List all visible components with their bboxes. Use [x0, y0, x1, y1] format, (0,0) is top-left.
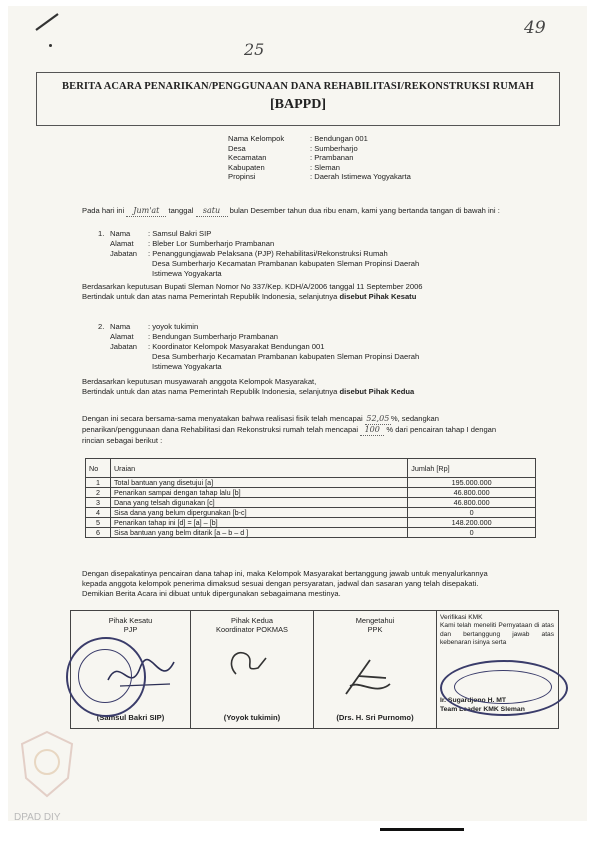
table-row: 2 Penarikan sampai dengan tahap lalu [b] 46.800.000: [86, 488, 536, 498]
handwritten-dana: 100: [360, 425, 384, 436]
person2-basis: Berdasarkan keputusan musyawarah anggota Kelompok Masyarakat,: [82, 377, 317, 386]
watermark: DPAD DIY: [14, 812, 61, 823]
table-row: 5 Penarikan tahap ini [d] = [a] – [b] 148.200.000: [86, 518, 536, 528]
table-row: 3 Dana yang telsah digunakan [c] 46.800.000: [86, 498, 536, 508]
underline-bar: [380, 828, 464, 831]
info-row: Kecamatan : Prambanan: [228, 153, 354, 162]
table-row: 6 Sisa bantuan yang belm ditarik [a – b – d ] 0: [86, 528, 536, 538]
signature-scribble-3: [336, 656, 396, 700]
document-title: BERITA ACARA PENARIKAN/PENGGUNAAN DANA REHABILITASI/REKONSTRUKSI RUMAH: [62, 81, 534, 92]
table-row: 1 Total bantuan yang disetujui [a] 195.000.000: [86, 478, 536, 488]
signature-mengetahui: Mengetahui PPK (Drs. H. Sri Purnomo): [314, 611, 437, 728]
info-row: Kabupaten : Sleman: [228, 162, 340, 172]
stamp-left: [66, 637, 146, 717]
pen-mark: [30, 8, 70, 38]
page-number: 49: [524, 18, 546, 38]
verifikasi-kmk: Verifikasi KMK Kami telah meneliti Pernyataan di atas dan bertanggung jawab atas kebenaran isinya serta: [440, 614, 554, 647]
person1-behalf: Bertindak untuk dan atas nama Pemerintah Republik Indonesia, selanjutnya disebut Pihak Kesatu: [82, 292, 417, 301]
verifikasi-signer: Ir. Sugardjono H. MT Team Leader KMK Sleman: [440, 697, 525, 713]
person1-basis: Berdasarkan keputusan Bupati Sleman Nomor No 337/Kep. KDH/A/2006 tanggal 11 September 2006: [82, 282, 423, 291]
title-box: [36, 72, 560, 126]
stamp-right: [440, 660, 568, 716]
table-header-row: No Uraian Jumlah [Rp]: [86, 459, 536, 478]
person1-block: 1. Nama : Samsul Bakri SIP Alamat : Bleber Lor Sumberharjo Prambanan Jabatan : Penanggungjawab Pelaksana (PJP) Rehabilitasi/Rekonstruksi Rumah Desa Sumberharjo Kecamatan Prambanan kabupaten Sleman Propinsi Daerah Istimewa Yogyakarta: [98, 229, 420, 278]
handwritten-number: 25: [244, 40, 265, 59]
signer-name: (Samsul Bakri SIP): [96, 713, 165, 722]
info-row: Nama Kelompok : Bendungan 001: [228, 134, 368, 143]
statement: Dengan ini secara bersama-sama menyatakan bahwa realisasi fisik telah mencapai 52,05 %, sedangkan penarikan/penggunaan dana Rehabilitasi dan Rekonstruksi rumah telah mencapai 100 % dari pencairan tahap I dengan rincian sebagai berikut :: [82, 414, 497, 445]
person2-block: 2. Nama : yoyok tukimin Alamat : Bendungan Sumberharjo Prambanan Jabatan : Koordinator Kelompok Masyarakat Bendungan 001 Desa Sumberharjo Kecamatan Prambanan kabupaten Sleman Propinsi Daerah Istimewa Yogyakarta: [98, 322, 420, 371]
handwritten-date: satu: [196, 206, 228, 217]
signer-name: (Yoyok tukimin): [223, 713, 281, 722]
signature-pihak-kesatu: Pihak Kesatu PJP (Samsul Bakri SIP): [71, 611, 191, 728]
person2-behalf: Bertindak untuk dan atas nama Pemerintah Republik Indonesia, selanjutnya disebut Pihak Kedua: [82, 387, 415, 396]
info-row: Desa : Sumberharjo: [228, 143, 358, 153]
signature-scribble-2: [222, 644, 272, 684]
rincian-table: [85, 458, 536, 538]
document-subtitle: [BAPPD]: [270, 97, 326, 112]
handwritten-fisik: 52,05: [366, 414, 390, 423]
closing-paragraph: Dengan disepakatinya pencairan dana tahap ini, maka Kelompok Masyarakat bertanggung jawab untuk menyalurkannya kepada anggota kelompok penerima dimaksud sesuai dengan persyaratan, jadwal dan sasaran yang telah disepakati. Demikian Berita Acara ini dibuat untuk dipergunakan sebagaimana mestinya.: [82, 569, 488, 598]
emblem-icon: [16, 728, 78, 800]
ink-dot: [49, 44, 52, 47]
info-row: Propinsi : Daerah Istimewa Yogyakarta: [228, 172, 411, 181]
signature-pihak-kedua: Pihak Kedua Koordinator POKMAS (Yoyok tukimin): [191, 611, 314, 728]
signer-name: (Drs. H. Sri Purnomo): [336, 713, 414, 722]
opening-line: Pada hari ini Jum'at tanggal satu bulan Desember tahun dua ribu enam, kami yang bertanda tangan di bawah ini :: [82, 206, 500, 215]
handwritten-day: Jum'at: [126, 206, 166, 217]
table-row: 4 Sisa dana yang belum dipergunakan [b-c] 0: [86, 508, 536, 518]
